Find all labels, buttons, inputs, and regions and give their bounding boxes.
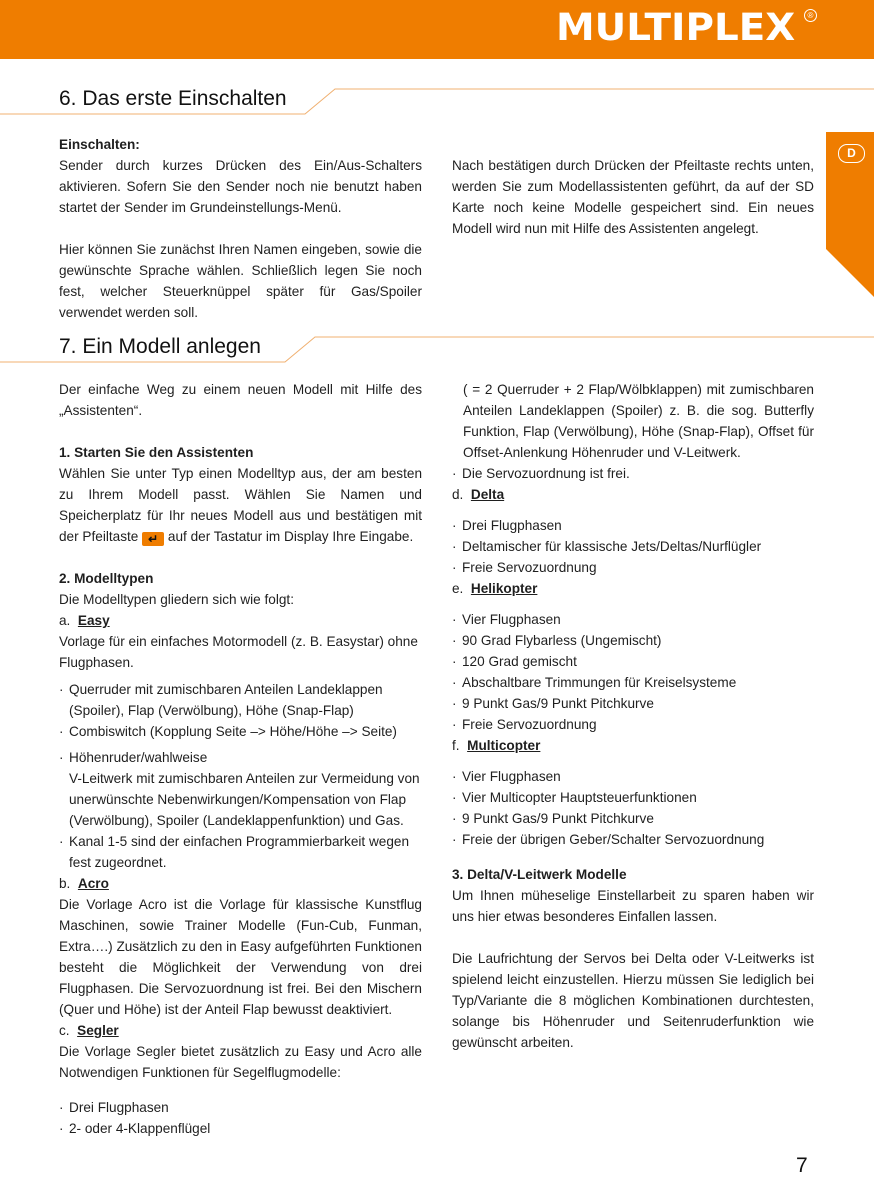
type-multicopter-heading — [452, 735, 814, 756]
list-item-line-2: V-Leitwerk mit zumischbaren Anteilen zur Vermeidung von unerwünschte Nebenwirkungen/Kompensation von Flap (Verwölbung), Spoiler (Landeklappenfunktion) und Gas. — [69, 771, 420, 828]
step-2-paragraph: Die Modelltypen gliedern sich wie folgt: — [59, 592, 294, 607]
section-7-title: 7. Ein Modell anlegen — [59, 335, 261, 358]
type-helikopter-heading — [452, 578, 814, 599]
language-tab-letter: D — [838, 144, 865, 163]
list-item: · Die Servozuordnung ist frei. — [452, 463, 814, 484]
type-segler-heading — [59, 1020, 422, 1041]
type-acro-label: b. — [59, 876, 71, 891]
type-helikopter-label: e. — [452, 581, 464, 596]
type-segler-title: Segler — [77, 1023, 119, 1038]
type-segler-description: Die Vorlage Segler bietet zusätzlich zu Easy und Acro alle Notwendigen Funktionen für Segelflugmodelle: — [59, 1044, 422, 1080]
section-7-right-column — [452, 379, 814, 1053]
step-1-paragraph — [59, 463, 422, 547]
list-item: · 2- oder 4-Klappenflügel — [59, 1118, 422, 1139]
list-item: · 9 Punkt Gas/9 Punkt Pitchkurve — [452, 808, 814, 829]
type-easy-description: Vorlage für ein einfaches Motormodell (z. B. Easystar) ohne Flugphasen. — [59, 634, 418, 670]
list-item: · Vier Multicopter Hauptsteuerfunktionen — [452, 787, 814, 808]
list-item: · Freie Servozuordnung — [452, 714, 814, 735]
type-segler-label: c. — [59, 1023, 70, 1038]
step-2-heading: 2. Modelltypen — [59, 571, 154, 586]
list-item: · Combiswitch (Kopplung Seite –> Höhe/Höhe –> Seite) — [59, 721, 422, 742]
list-item: · Freie der übrigen Geber/Schalter Servozuordnung — [452, 829, 814, 850]
section-7-left-column — [59, 379, 422, 1139]
type-acro-title: Acro — [77, 876, 109, 891]
section-6-right-column — [452, 155, 814, 239]
type-helikopter-title: Helikopter — [470, 581, 538, 596]
type-delta-title: Delta — [470, 487, 505, 502]
segler-flap-continuation: ( = 2 Querruder + 2 Flap/Wölbklappen) mit zumischbaren Anteilen Landeklappen (Spoiler) z. B. die sog. Butterfly Funktion, Flap (Verwölbung), Höhe (Snap-Flap), Offset für Offset-Anlenkung Höhenruder und V-Leitwerk. — [463, 382, 814, 460]
list-item: · Drei Flugphasen — [452, 515, 814, 536]
einschalten-paragraph-2: Hier können Sie zunächst Ihren Namen eingeben, sowie die gewünschte Sprache wählen. Schließlich legen Sie noch fest, welcher Steuerknüppel später für Gas/Spoiler verwendet werden soll. — [59, 242, 422, 320]
page-number: 7 — [796, 1154, 808, 1177]
registered-mark: ® — [804, 9, 817, 22]
type-easy-title: Easy — [77, 613, 110, 628]
list-item: · 90 Grad Flybarless (Ungemischt) — [452, 630, 814, 651]
type-easy-heading — [59, 610, 422, 631]
section-6-title: 6. Das erste Einschalten — [59, 87, 287, 110]
einschalten-paragraph-1: Sender durch kurzes Drücken des Ein/Aus-Schalters aktivieren. Sofern Sie den Sender noch nie benutzt haben startet der Sender im Grundeinstellungs-Menü. — [59, 158, 422, 215]
type-multicopter-title: Multicopter — [467, 738, 541, 753]
step-3-heading: 3. Delta/V-Leitwerk Modelle — [452, 867, 627, 882]
type-delta-label: d. — [452, 487, 464, 502]
step-1-text-after: auf der Tastatur im Display Ihre Eingabe. — [167, 529, 414, 544]
type-multicopter-label: f. — [452, 738, 460, 753]
list-item: · 120 Grad gemischt — [452, 651, 814, 672]
type-easy-label: a. — [59, 613, 71, 628]
intro-paragraph: Der einfache Weg zu einem neuen Modell mit Hilfe des „Assistenten“. — [59, 382, 422, 418]
step-3-paragraph-2: Die Laufrichtung der Servos bei Delta oder V-Leitwerks ist spielend leicht einzustellen. Hierzu müssen Sie lediglich bei Typ/Variante die 8 möglichen Kombinationen durchtesten, solange bis Höhenruder und Seitenruderfunktion wie gewünscht arbeiten. — [452, 951, 814, 1050]
section-6-left-column — [59, 134, 422, 323]
type-delta-heading — [452, 484, 814, 505]
list-item: · Vier Flugphasen — [452, 609, 814, 630]
list-item — [59, 747, 422, 831]
type-acro-description: Die Vorlage Acro ist die Vorlage für klassische Kunstflug Maschinen, sowie Trainer Modelle (Fun-Cub, Funman, Extra….) Zusätzlich zu den in Easy aufgeführten Funktionen besteht die Möglichkeit der Verwendung von drei Flugphasen. Die Servozuordnung ist frei. Bei den Mischern (Quer und Höhe) ist der Anteil Flap bewusst deaktiviert. — [59, 897, 422, 1017]
list-item: · Deltamischer für klassische Jets/Deltas/Nurflügler — [452, 536, 814, 557]
list-item: · 9 Punkt Gas/9 Punkt Pitchkurve — [452, 693, 814, 714]
list-item-line-1: Höhenruder/wahlweise — [69, 750, 208, 765]
step-1-heading: 1. Starten Sie den Assistenten — [59, 445, 254, 460]
type-acro-heading — [59, 873, 422, 894]
list-item: · Drei Flugphasen — [59, 1097, 422, 1118]
assistant-paragraph: Nach bestätigen durch Drücken der Pfeiltaste rechts unten, werden Sie zum Modellassistenten geführt, da auf der SD Karte noch keine Modelle gespeichert sind. Ein neues Modell wird nun mit Hilfe des Assistenten angelegt. — [452, 158, 814, 236]
list-item: · Abschaltbare Trimmungen für Kreiselsysteme — [452, 672, 814, 693]
einschalten-heading: Einschalten: — [59, 137, 140, 152]
list-item: · Freie Servozuordnung — [452, 557, 814, 578]
header-bar — [0, 0, 874, 59]
step-3-paragraph-1: Um Ihnen müheselige Einstellarbeit zu sparen haben wir uns hier etwas besonderes Einfallen lassen. — [452, 888, 814, 924]
list-item: · Vier Flugphasen — [452, 766, 814, 787]
step-1-text-before: Wählen Sie unter Typ einen Modelltyp aus, der am besten zu Ihrem Modell passt. Wählen Sie Namen und Speicherplatz für Ihr neues Modell aus und bestätigen mit der Pfeiltaste — [59, 466, 422, 544]
enter-key-icon: ↵ — [142, 532, 164, 546]
brand-logo: MULTIPLEX — [556, 6, 796, 49]
list-item: · Kanal 1-5 sind der einfachen Programmierbarkeit wegen fest zugeordnet. — [59, 831, 422, 873]
list-item: · Querruder mit zumischbaren Anteilen Landeklappen (Spoiler), Flap (Verwölbung), Höhe (Snap-Flap) — [59, 679, 422, 721]
